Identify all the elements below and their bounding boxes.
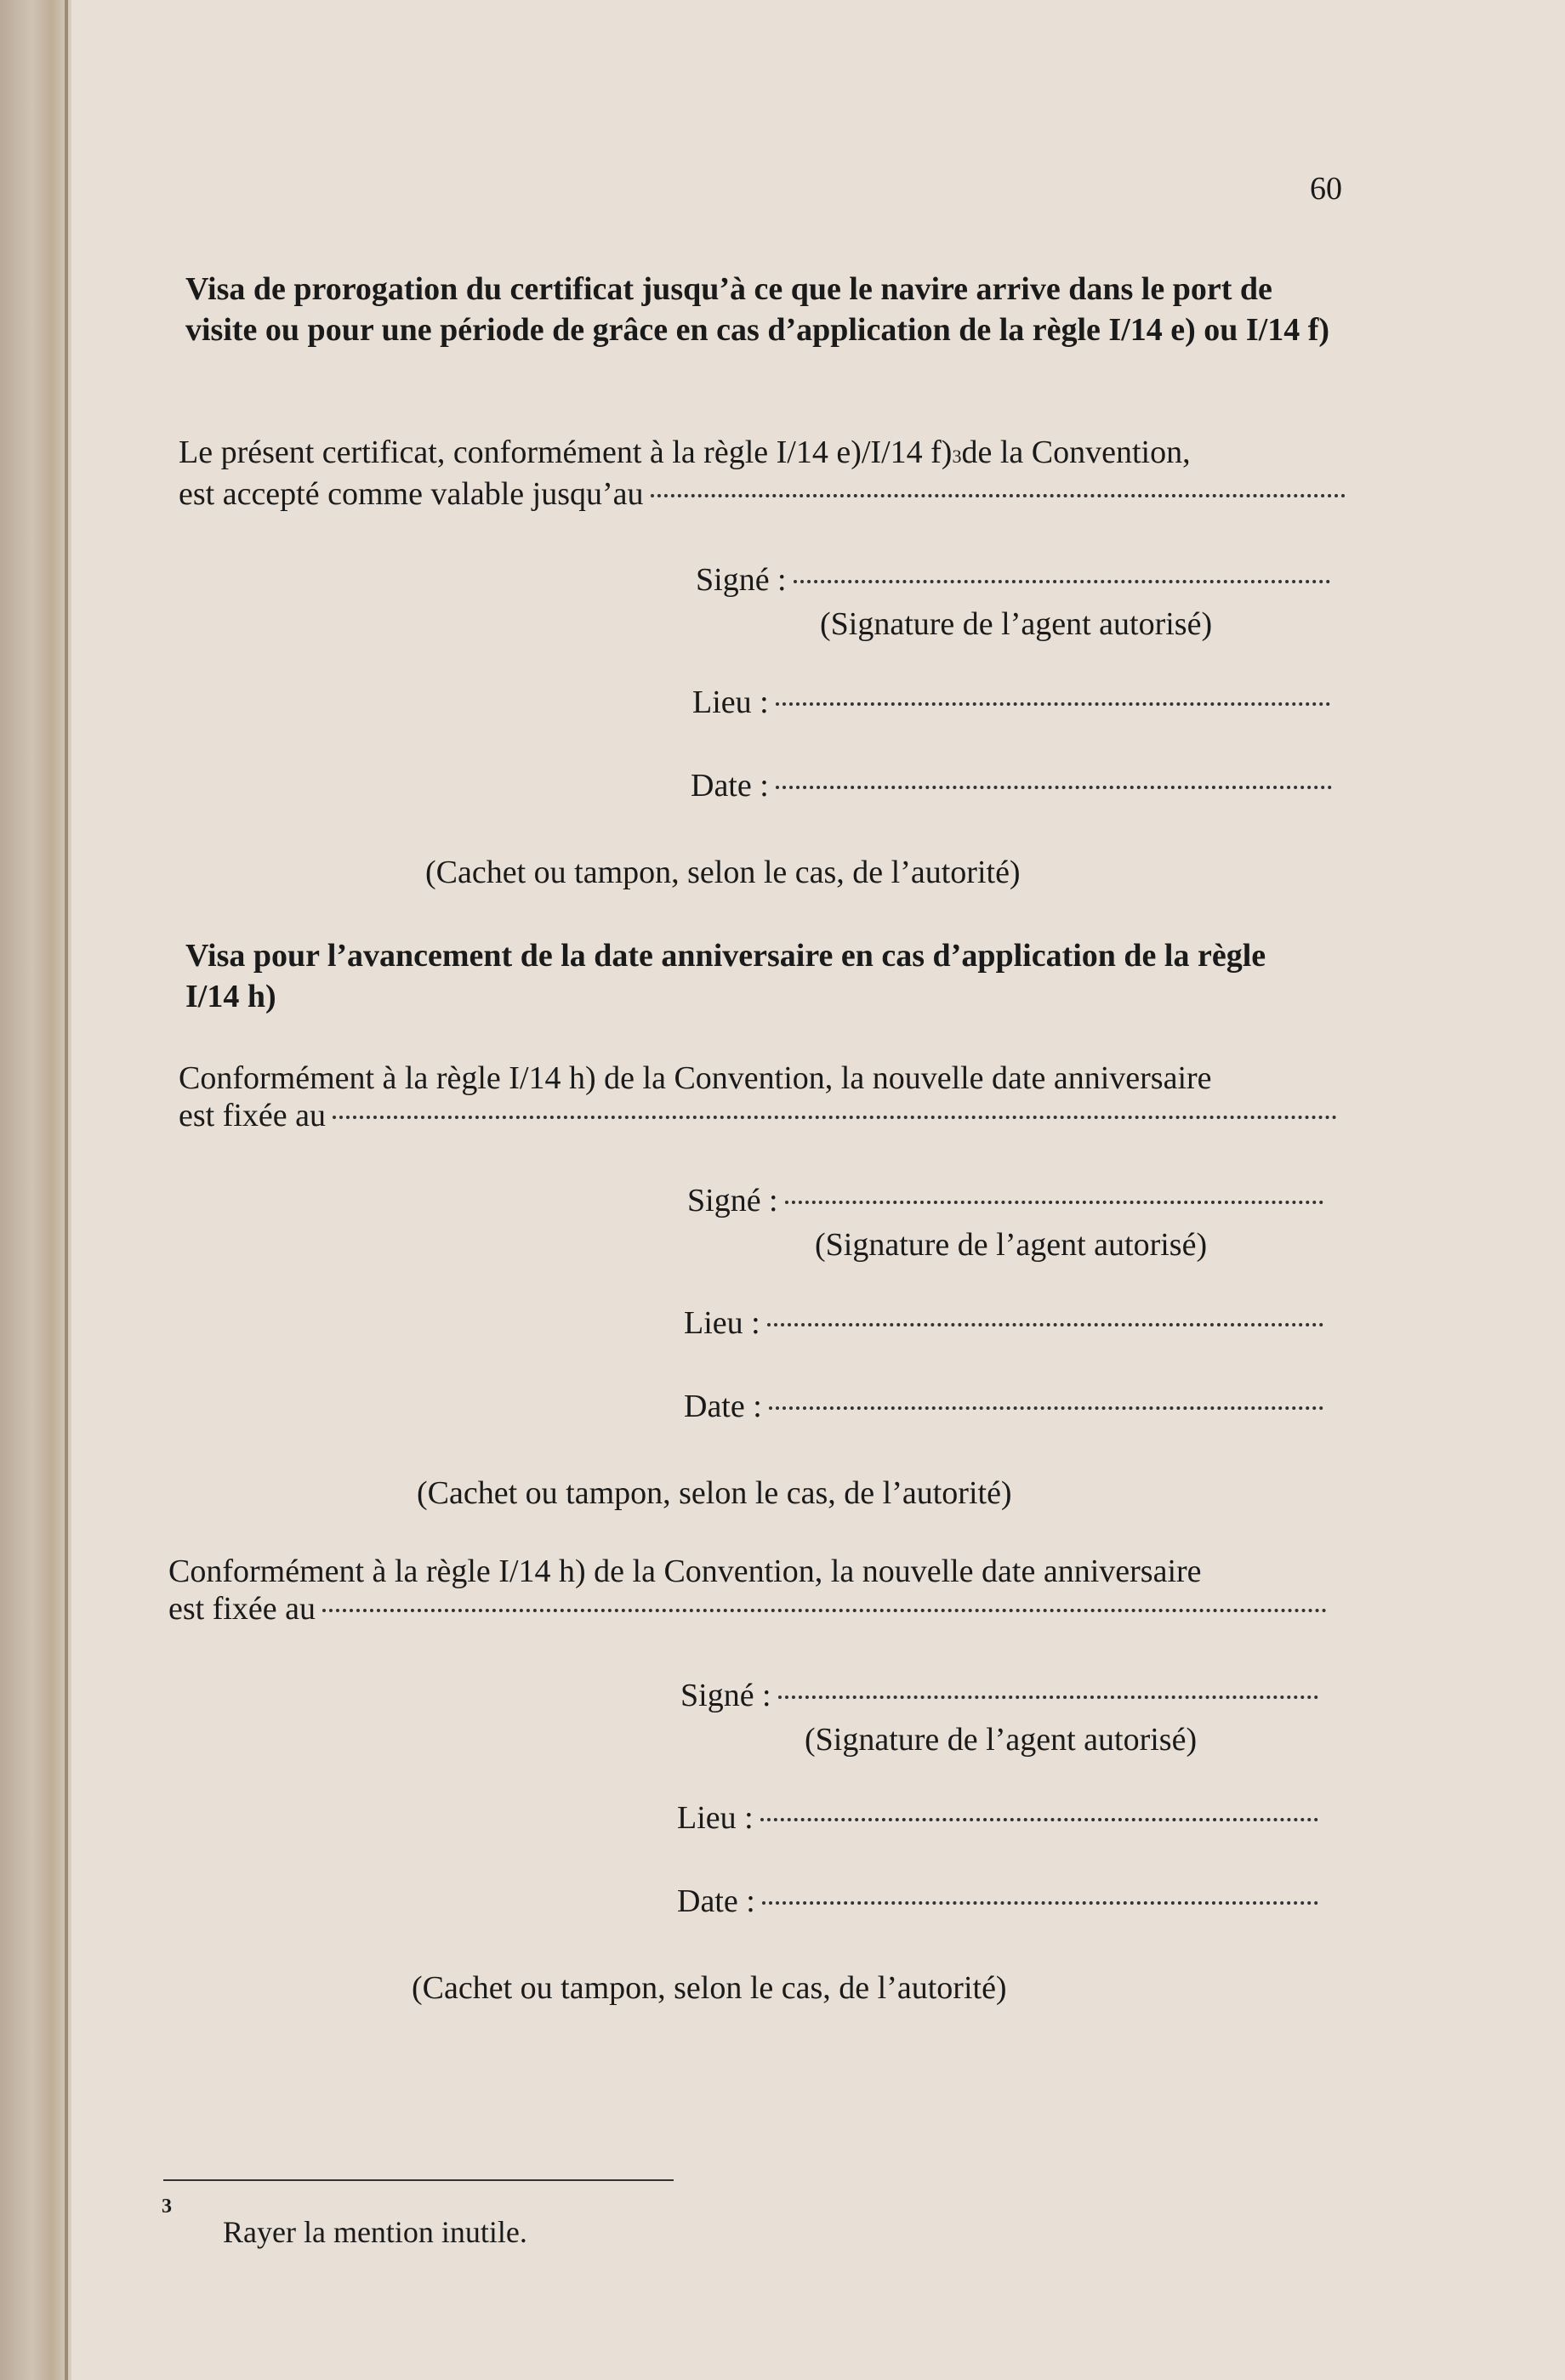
date-line[interactable] [769, 1406, 1323, 1410]
section-anniversary-paragraph-2 [168, 1553, 1327, 1627]
date-line[interactable] [776, 786, 1332, 789]
paragraph-text: Le présent certificat, conformément à la règle I/14 e)/I/14 f) [179, 435, 953, 470]
place-line[interactable] [776, 702, 1330, 706]
new-date-line [168, 1590, 1327, 1627]
signed-field [680, 1677, 1318, 1714]
section-extension-paragraph [179, 434, 1346, 513]
date-field [677, 1883, 1318, 1920]
footnote-divider [163, 2179, 674, 2181]
signed-label: Signé : [687, 1183, 778, 1218]
stamp-caption: (Cachet ou tampon, selon le cas, de l’autorité) [417, 1475, 1012, 1511]
paragraph-line: Conformément à la règle I/14 h) de la Convention, la nouvelle date anniversaire [168, 1554, 1202, 1589]
date-line[interactable] [762, 1901, 1318, 1905]
place-label: Lieu : [684, 1305, 760, 1341]
stamp-caption: (Cachet ou tampon, selon le cas, de l’autorité) [412, 1970, 1007, 2006]
date-label: Date : [684, 1389, 762, 1424]
new-date-label: est fixée au [179, 1098, 327, 1133]
new-date-field[interactable] [322, 1609, 1327, 1612]
date-label: Date : [677, 1883, 755, 1919]
signature-line[interactable] [785, 1201, 1323, 1204]
place-line[interactable] [760, 1818, 1318, 1821]
stamp-caption: (Cachet ou tampon, selon le cas, de l’autorité) [425, 855, 1021, 890]
signature-caption: (Signature de l’agent autorisé) [815, 1227, 1208, 1263]
signed-label: Signé : [696, 562, 787, 598]
place-line[interactable] [767, 1323, 1323, 1326]
signature-caption: (Signature de l’agent autorisé) [820, 606, 1213, 642]
place-label: Lieu : [692, 684, 769, 720]
place-field [684, 1304, 1323, 1342]
signature-caption: (Signature de l’agent autorisé) [805, 1722, 1198, 1758]
section-anniversary-paragraph [179, 1059, 1337, 1134]
signature-line[interactable] [794, 580, 1330, 583]
place-field [677, 1799, 1318, 1837]
section-extension-heading: Visa de prorogation du certificat jusqu’à ce que le navire arrive dans le port de visite ou pour une période de grâce en cas d’application de la règle I/14 e) ou I/14 f) [185, 271, 1330, 348]
footnote-mark: 3 [162, 2195, 172, 2218]
new-date-label: est fixée au [168, 1591, 316, 1627]
place-label: Lieu : [677, 1800, 754, 1836]
date-field [691, 767, 1332, 804]
footnote-text: Rayer la mention inutile. [223, 2215, 527, 2249]
new-date-field[interactable] [333, 1116, 1337, 1119]
date-field [684, 1388, 1323, 1425]
place-field [692, 684, 1330, 721]
section-anniversary-heading: Visa pour l’avancement de la date anniversaire en cas d’application de la règle I/14 h) [185, 938, 1266, 1014]
signed-field [696, 561, 1330, 599]
valid-until-label: est accepté comme valable jusqu’au [179, 476, 644, 512]
valid-until-field[interactable] [651, 494, 1346, 497]
paragraph-line [179, 434, 1346, 475]
valid-until-line [179, 475, 1346, 513]
new-date-line [179, 1097, 1337, 1134]
paragraph-line: Conformément à la règle I/14 h) de la Convention, la nouvelle date anniversaire [179, 1060, 1212, 1096]
footnote-reference: 3 [952, 446, 962, 467]
signature-line[interactable] [778, 1696, 1318, 1699]
book-gutter [0, 0, 71, 2380]
date-label: Date : [691, 768, 769, 804]
paragraph-text: de la Convention, [961, 435, 1191, 470]
signed-field [687, 1182, 1323, 1219]
signed-label: Signé : [680, 1678, 771, 1713]
page-edge [65, 0, 68, 2380]
page-number: 60 [1310, 171, 1342, 207]
